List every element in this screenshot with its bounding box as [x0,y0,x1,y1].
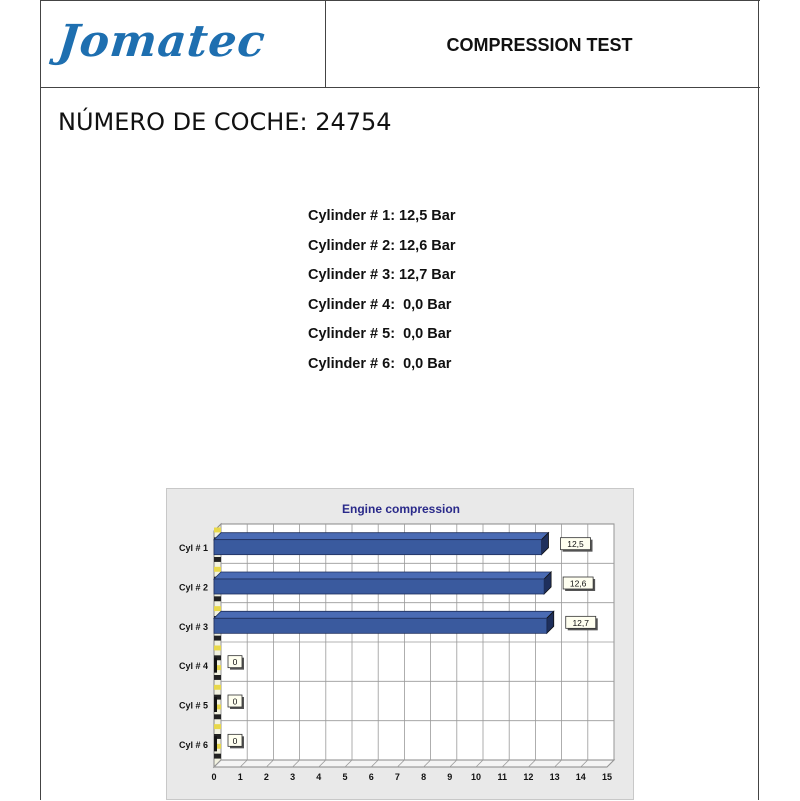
x-tick-label: 2 [263,772,269,782]
axis-stripe [214,685,221,690]
engine-compression-chart [166,488,634,800]
bar-top [214,611,554,618]
value-label: 0 [232,657,238,668]
x-tick-label: 4 [316,772,322,782]
header-divider [325,0,326,88]
cylinder-readings [308,206,456,383]
x-tick-label: 10 [470,772,482,782]
cylinder-reading: Cylinder # 5: 0,0 Bar [308,326,452,342]
header-left-border [40,0,41,800]
x-tick-label: 13 [549,772,560,782]
axis-stripe [214,754,221,759]
company-logo: Jomatec [55,16,269,67]
header-top-border [40,0,760,1]
bar [214,736,217,751]
cylinder-reading: Cylinder # 1: 12,5 Bar [308,208,456,224]
header-bottom-border [40,87,760,88]
x-tick-label: 7 [394,772,400,782]
axis-stripe [214,567,221,572]
bar [214,697,217,712]
x-tick-label: 12 [523,772,534,782]
value-label: 0 [232,735,238,746]
value-label: 0 [232,696,238,707]
axis-stripe [214,675,221,680]
axis-stripe [214,646,221,651]
x-tick-label: 14 [575,772,586,782]
axis-stripe [214,636,221,641]
bar [214,618,547,633]
value-label: 12,7 [572,617,590,628]
axis-stripe [214,724,221,729]
bar-top [214,533,549,540]
bar [214,579,544,594]
y-tick-label: Cyl # 6 [178,739,208,750]
y-tick-label: Cyl # 3 [178,621,208,632]
axis-stripe [214,596,221,601]
x-tick-label: 8 [421,772,427,782]
header-right-border [758,0,759,800]
y-tick-label: Cyl # 5 [178,700,208,711]
cylinder-reading: Cylinder # 4: 0,0 Bar [308,296,452,313]
y-tick-label: Cyl # 2 [178,582,208,593]
axis-stripe [214,557,221,562]
chart-svg [167,489,635,801]
plot-floor [214,760,614,767]
axis-stripe [214,606,221,611]
x-tick-label: 3 [290,772,296,782]
chart-title: Engine compression [341,502,461,516]
x-tick-label: 15 [601,772,613,782]
value-label: 12,5 [567,539,584,550]
y-tick-label: Cyl # 4 [178,661,208,672]
axis-stripe [214,528,221,533]
y-tick-label: Cyl # 1 [178,543,208,554]
x-tick-label: 6 [368,772,374,782]
x-tick-label: 0 [211,772,217,782]
bar [214,658,217,673]
x-tick-label: 9 [447,772,453,782]
cylinder-reading: Cylinder # 2: 12,6 Bar [308,237,456,254]
axis-stripe [214,714,221,719]
bar-top [214,572,551,579]
cylinder-reading: Cylinder # 6: 0,0 Bar [308,355,452,372]
document-title: COMPRESSION TEST [446,35,633,55]
x-tick-label: 5 [342,772,348,782]
cylinder-reading: Cylinder # 3: 12,7 Bar [308,267,456,283]
x-tick-label: 1 [237,772,243,782]
car-number: NÚMERO DE COCHE: 24754 [58,108,392,136]
value-label: 12,6 [569,578,587,589]
bar [214,540,542,555]
x-tick-label: 11 [497,772,507,782]
